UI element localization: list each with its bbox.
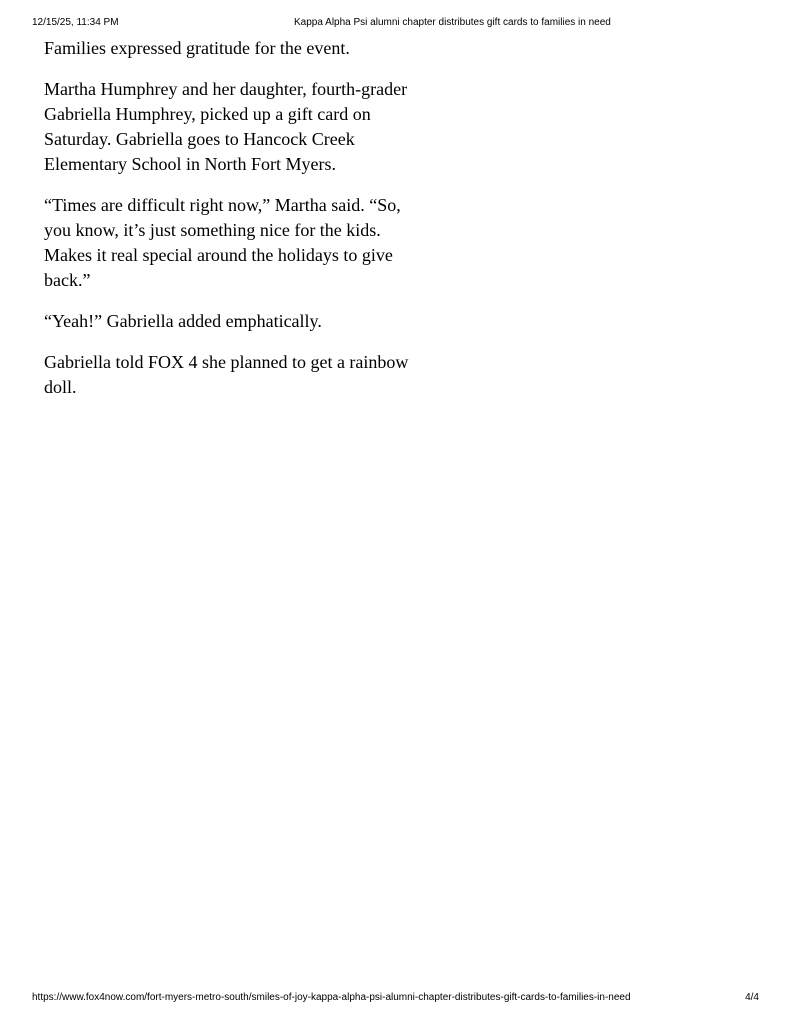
print-header (32, 16, 759, 30)
article-body (44, 36, 414, 416)
article-paragraph: Families expressed gratitude for the event. (44, 38, 350, 58)
article-paragraph: Martha Humphrey and her daughter, fourth-grader Gabriella Humphrey, picked up a gift card on Saturday. Gabriella goes to Hancock Creek Elementary School in North Fort Myers. (44, 79, 408, 174)
print-datetime: 12/15/25, 11:34 PM (32, 17, 119, 28)
article-paragraph: Gabriella told FOX 4 she planned to get a rainbow doll. (44, 352, 409, 397)
print-footer (32, 991, 759, 1005)
print-page-title: Kappa Alpha Psi alumni chapter distributes gift cards to families in need (294, 17, 611, 28)
print-url: https://www.fox4now.com/fort-myers-metro-south/smiles-of-joy-kappa-alpha-psi-alumni-chapter-distributes-gift-cards-to-families-in-need (32, 992, 631, 1003)
article-paragraph: “Times are difficult right now,” Martha said. “So, you know, it’s just something nice for the kids. Makes it real special around the holidays to give back.” (44, 195, 401, 290)
page-number: 4/4 (745, 992, 759, 1003)
article-paragraph: “Yeah!” Gabriella added emphatically. (44, 311, 322, 331)
